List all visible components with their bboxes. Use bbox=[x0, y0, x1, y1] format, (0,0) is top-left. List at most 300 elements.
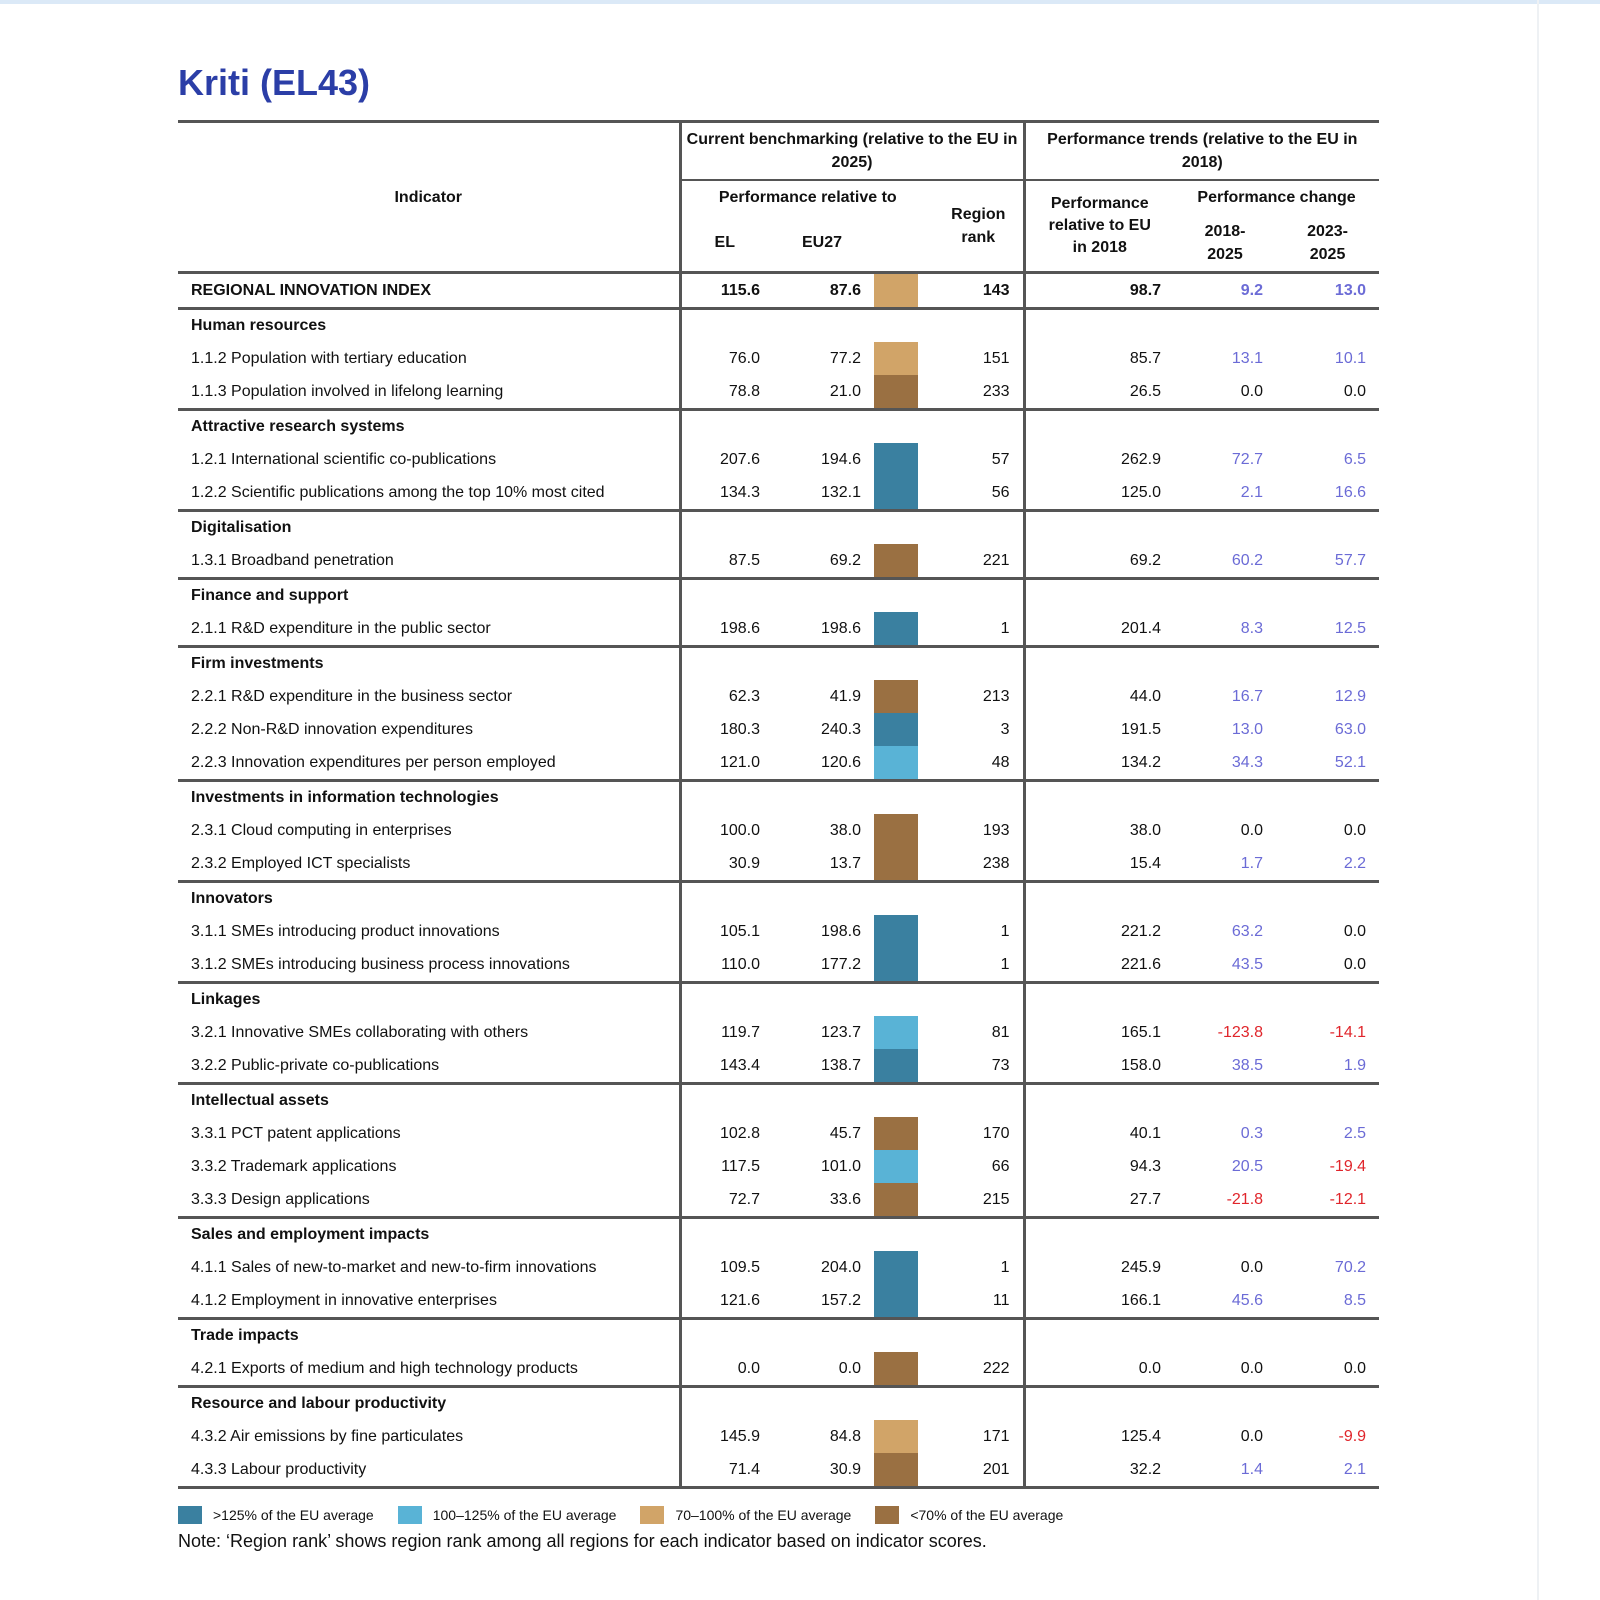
category-row bbox=[178, 983, 1379, 1017]
eu27-value: 120.6 bbox=[778, 746, 874, 781]
performance-band-swatch bbox=[874, 342, 934, 375]
band-color-box bbox=[874, 1183, 918, 1216]
performance-band-swatch bbox=[874, 476, 934, 511]
perf-2018-value: 245.9 bbox=[1024, 1251, 1174, 1284]
eu27-value: 69.2 bbox=[778, 544, 874, 579]
performance-band-swatch bbox=[874, 713, 934, 746]
change-2023-2025-value: 12.9 bbox=[1334, 687, 1367, 705]
change-2023-2025-value: 2.1 bbox=[1276, 1453, 1379, 1488]
performance-band-swatch bbox=[874, 612, 934, 647]
indicator-label: 3.3.1 PCT patent applications bbox=[191, 1124, 401, 1142]
category-row bbox=[178, 579, 1379, 613]
region-rank-value: 151 bbox=[982, 349, 1010, 367]
change-2018-2025-value: -123.8 bbox=[1217, 1023, 1264, 1041]
perf-2018-value: 69.2 bbox=[1024, 544, 1174, 579]
performance-band-swatch bbox=[874, 273, 934, 309]
indicator-label: 3.2.1 Innovative SMEs collaborating with others bbox=[191, 1023, 529, 1041]
table-row bbox=[178, 847, 1379, 882]
eu27-value: 77.2 bbox=[829, 349, 861, 367]
el-value: 71.4 bbox=[680, 1453, 778, 1488]
performance-band-swatch bbox=[874, 847, 934, 882]
eu27-header: EU27 bbox=[802, 234, 843, 251]
table-row bbox=[178, 1352, 1379, 1387]
band-color-box bbox=[874, 746, 918, 779]
change-2023-2025-value: 70.2 bbox=[1334, 1258, 1367, 1276]
band-color-box bbox=[874, 1284, 918, 1317]
category-row bbox=[178, 511, 1379, 545]
perf-2018-value: 26.5 bbox=[1024, 375, 1174, 410]
category-label: Human resources bbox=[191, 317, 327, 334]
region-rank-value: 170 bbox=[982, 1124, 1010, 1142]
page-content bbox=[178, 60, 1379, 1552]
el-value: 207.6 bbox=[680, 443, 778, 476]
perf-change-header: Performance change bbox=[1197, 189, 1356, 206]
category-label: Investments in information technologies bbox=[191, 789, 499, 806]
category-row bbox=[178, 1084, 1379, 1118]
category-filler bbox=[680, 309, 1024, 343]
eu27-value: 38.0 bbox=[829, 821, 861, 839]
performance-band-swatch bbox=[874, 443, 934, 476]
indicator-label: 2.2.1 R&D expenditure in the business sector bbox=[191, 687, 513, 705]
regional-innovation-index-row bbox=[178, 273, 1379, 309]
category-row bbox=[178, 410, 1379, 444]
category-filler bbox=[1024, 882, 1379, 916]
category-label: Finance and support bbox=[191, 587, 349, 604]
legend-item bbox=[640, 1506, 851, 1524]
category-filler bbox=[680, 1387, 1024, 1421]
perf-2018-value: 85.7 bbox=[1024, 342, 1174, 375]
indicator-label: 2.1.1 R&D expenditure in the public sector bbox=[178, 612, 680, 647]
indicator-label: 1.2.1 International scientific co-publications bbox=[191, 450, 497, 468]
perf-2018-value: 158.0 bbox=[1024, 1049, 1174, 1084]
performance-band-swatch bbox=[874, 1284, 934, 1319]
el-value: 198.6 bbox=[680, 612, 778, 647]
region-rank-value: 66 bbox=[991, 1157, 1010, 1175]
change-2018-2025-value: 72.7 bbox=[1231, 450, 1264, 468]
legend-label: >125% of the EU average bbox=[213, 1507, 374, 1523]
category-filler bbox=[680, 983, 1024, 1017]
region-rank-value: 215 bbox=[934, 1183, 1024, 1218]
category-label: Trade impacts bbox=[191, 1327, 299, 1344]
legend bbox=[178, 1505, 1379, 1525]
perf-2018-value: 221.2 bbox=[1024, 915, 1174, 948]
performance-band-swatch bbox=[874, 680, 934, 713]
legend-label: 70–100% of the EU average bbox=[675, 1507, 852, 1523]
el-value: 102.8 bbox=[680, 1117, 778, 1150]
eu27-value: 138.7 bbox=[778, 1049, 874, 1084]
change-2018-2025-value: 34.3 bbox=[1174, 746, 1276, 781]
category-label: Innovators bbox=[191, 890, 273, 907]
category-filler bbox=[680, 511, 1024, 545]
table-row bbox=[178, 1251, 1379, 1284]
perf-2018-value: 165.1 bbox=[1024, 1016, 1174, 1049]
change-2018-2025-value: 43.5 bbox=[1174, 948, 1276, 983]
region-rank-value: 221 bbox=[934, 544, 1024, 579]
perf-2018-value: 40.1 bbox=[1024, 1117, 1174, 1150]
category-filler bbox=[680, 781, 1024, 815]
swatch-header bbox=[874, 215, 934, 273]
el-value: 110.0 bbox=[680, 948, 778, 983]
performance-band-swatch bbox=[874, 1420, 934, 1453]
region-rank-value: 201 bbox=[934, 1453, 1024, 1488]
change-2018-2025-value: 9.2 bbox=[1174, 273, 1276, 309]
change-2023-2025-value: 0.0 bbox=[1276, 1352, 1379, 1387]
el-value: 100.0 bbox=[680, 814, 778, 847]
region-rank-header: Region rank bbox=[951, 206, 1006, 246]
table-row bbox=[178, 1183, 1379, 1218]
performance-band-swatch bbox=[874, 915, 934, 948]
table-row bbox=[178, 1453, 1379, 1488]
change-2018-2025-value: 0.3 bbox=[1240, 1124, 1264, 1142]
el-value: 62.3 bbox=[680, 680, 778, 713]
indicator-label: 4.2.1 Exports of medium and high technology products bbox=[178, 1352, 680, 1387]
table-row bbox=[178, 713, 1379, 746]
band-color-box bbox=[874, 544, 918, 577]
change-2018-2025-value: 60.2 bbox=[1174, 544, 1276, 579]
indicator-label: 2.2.2 Non-R&D innovation expenditures bbox=[191, 720, 473, 738]
note-text: Note: ‘Region rank’ shows region rank among all regions for each indicator based on indicator scores. bbox=[178, 1531, 987, 1551]
indicator-label: 4.3.2 Air emissions by fine particulates bbox=[191, 1427, 464, 1445]
change-2018-2025-value: 0.0 bbox=[1240, 821, 1264, 839]
category-filler bbox=[1024, 1387, 1379, 1421]
perf-2018-value: 0.0 bbox=[1024, 1352, 1174, 1387]
region-rank-value: 57 bbox=[991, 450, 1010, 468]
change-2023-2025-value: 57.7 bbox=[1276, 544, 1379, 579]
performance-band-swatch bbox=[874, 948, 934, 983]
band-color-box bbox=[874, 713, 918, 746]
category-filler bbox=[680, 410, 1024, 444]
category-row bbox=[178, 1218, 1379, 1252]
change-2018-2025-value: 16.7 bbox=[1231, 687, 1264, 705]
perf-2018-value: 32.2 bbox=[1024, 1453, 1174, 1488]
band-color-box bbox=[874, 342, 918, 375]
eu27-value: 204.0 bbox=[820, 1258, 861, 1276]
page-title: Kriti (EL43) bbox=[178, 62, 371, 103]
legend-swatch bbox=[398, 1506, 422, 1524]
change-2023-2025-value: 0.0 bbox=[1343, 922, 1367, 940]
perf-2018-value: 15.4 bbox=[1024, 847, 1174, 882]
indicator-label: 4.3.3 Labour productivity bbox=[178, 1453, 680, 1488]
table-row bbox=[178, 443, 1379, 476]
change-2018-2025-value: 13.0 bbox=[1231, 720, 1264, 738]
legend-item bbox=[178, 1506, 374, 1524]
table-row bbox=[178, 375, 1379, 410]
table-row bbox=[178, 1117, 1379, 1150]
category-filler bbox=[680, 1218, 1024, 1252]
category-label: Linkages bbox=[191, 991, 261, 1008]
legend-item bbox=[398, 1506, 617, 1524]
band-color-box bbox=[874, 1352, 918, 1385]
change-2018-2025-value: 0.0 bbox=[1174, 375, 1276, 410]
category-filler bbox=[680, 1319, 1024, 1353]
band-color-box bbox=[874, 1117, 918, 1150]
el-value: 117.5 bbox=[680, 1150, 778, 1183]
band-color-box bbox=[874, 847, 918, 880]
change-2018-2025-value: -21.8 bbox=[1174, 1183, 1276, 1218]
category-label: Attractive research systems bbox=[191, 418, 405, 435]
category-row bbox=[178, 1319, 1379, 1353]
table-row bbox=[178, 680, 1379, 713]
region-rank-value: 73 bbox=[934, 1049, 1024, 1084]
indicator-label: 2.2.3 Innovation expenditures per person employed bbox=[178, 746, 680, 781]
category-row bbox=[178, 882, 1379, 916]
eu27-value: 84.8 bbox=[829, 1427, 861, 1445]
performance-band-swatch bbox=[874, 1183, 934, 1218]
performance-band-swatch bbox=[874, 1453, 934, 1488]
change-2023-2025-value: 52.1 bbox=[1276, 746, 1379, 781]
indicator-label: 1.3.1 Broadband penetration bbox=[178, 544, 680, 579]
indicator-label: 1.2.2 Scientific publications among the top 10% most cited bbox=[178, 476, 680, 511]
eu27-value: 30.9 bbox=[778, 1453, 874, 1488]
el-value: 0.0 bbox=[680, 1352, 778, 1387]
change-2023-2025-value: 0.0 bbox=[1276, 948, 1379, 983]
el-value: 78.8 bbox=[680, 375, 778, 410]
el-value: 134.3 bbox=[680, 476, 778, 511]
eu27-value: 132.1 bbox=[778, 476, 874, 511]
change-2023-2025-value: 8.5 bbox=[1276, 1284, 1379, 1319]
region-rank-value: 233 bbox=[934, 375, 1024, 410]
indicator-label: 2.3.1 Cloud computing in enterprises bbox=[191, 821, 452, 839]
category-filler bbox=[680, 882, 1024, 916]
band-color-box bbox=[874, 814, 918, 847]
el-value: 30.9 bbox=[680, 847, 778, 882]
category-label: Sales and employment impacts bbox=[191, 1226, 430, 1243]
region-rank-value: 56 bbox=[934, 476, 1024, 511]
band-color-box bbox=[874, 1453, 918, 1486]
table-row bbox=[178, 342, 1379, 375]
table-row bbox=[178, 814, 1379, 847]
legend-label: 100–125% of the EU average bbox=[432, 1507, 617, 1523]
region-rank-value: 11 bbox=[934, 1284, 1024, 1319]
perf-2018-value: 98.7 bbox=[1024, 273, 1174, 309]
table-row bbox=[178, 1049, 1379, 1084]
el-value: 76.0 bbox=[680, 342, 778, 375]
el-value: 145.9 bbox=[680, 1420, 778, 1453]
change-2018-2025-value: 45.6 bbox=[1174, 1284, 1276, 1319]
el-value: 87.5 bbox=[680, 544, 778, 579]
category-label: Resource and labour productivity bbox=[191, 1395, 447, 1412]
current-benchmarking-header: Current benchmarking (relative to the EU in 2025) bbox=[680, 122, 1024, 181]
perf-2018-value: 166.1 bbox=[1024, 1284, 1174, 1319]
eu27-value: 87.6 bbox=[778, 273, 874, 309]
category-filler bbox=[1024, 511, 1379, 545]
region-rank-value: 1 bbox=[1000, 1258, 1010, 1276]
eu27-value: 41.9 bbox=[829, 687, 861, 705]
band-color-box bbox=[874, 274, 918, 307]
category-filler bbox=[1024, 1319, 1379, 1353]
eu27-value: 123.7 bbox=[820, 1023, 861, 1041]
eu27-value: 240.3 bbox=[820, 720, 861, 738]
region-rank-value: 1 bbox=[934, 612, 1024, 647]
band-color-box bbox=[874, 1420, 918, 1453]
band-color-box bbox=[874, 476, 918, 509]
perf-2018-value: 38.0 bbox=[1024, 814, 1174, 847]
category-label: Firm investments bbox=[191, 655, 324, 672]
indicator-label: 3.2.2 Public-private co-publications bbox=[178, 1049, 680, 1084]
indicator-label: 3.3.3 Design applications bbox=[178, 1183, 680, 1218]
change-2018-2025-header: 2018-2025 bbox=[1204, 223, 1246, 263]
change-2018-2025-value: 1.4 bbox=[1174, 1453, 1276, 1488]
eu27-value: 194.6 bbox=[820, 450, 861, 468]
region-rank-value: 193 bbox=[982, 821, 1010, 839]
top-border-line bbox=[0, 0, 1600, 4]
eu27-value: 101.0 bbox=[820, 1157, 861, 1175]
band-color-box bbox=[874, 612, 918, 645]
indicator-table-body bbox=[178, 273, 1379, 1488]
indicator-label: 1.1.2 Population with tertiary education bbox=[191, 349, 467, 367]
legend-label: <70% of the EU average bbox=[910, 1507, 1064, 1523]
performance-band-swatch bbox=[874, 746, 934, 781]
change-2023-2025-value: 13.0 bbox=[1276, 273, 1379, 309]
indicator-label: REGIONAL INNOVATION INDEX bbox=[178, 273, 680, 309]
category-filler bbox=[1024, 1218, 1379, 1252]
eu27-value: 13.7 bbox=[778, 847, 874, 882]
eu27-value: 198.6 bbox=[820, 922, 861, 940]
change-2018-2025-value: 0.0 bbox=[1240, 1427, 1264, 1445]
el-value: 143.4 bbox=[680, 1049, 778, 1084]
category-filler bbox=[1024, 309, 1379, 343]
change-2018-2025-value: 1.7 bbox=[1174, 847, 1276, 882]
perf-2018-value: 94.3 bbox=[1024, 1150, 1174, 1183]
performance-band-swatch bbox=[874, 1117, 934, 1150]
perf-2018-value: 134.2 bbox=[1024, 746, 1174, 781]
table-row bbox=[178, 1420, 1379, 1453]
performance-band-swatch bbox=[874, 544, 934, 579]
el-value: 105.1 bbox=[680, 915, 778, 948]
indicator-label: 1.1.3 Population involved in lifelong learning bbox=[178, 375, 680, 410]
legend-swatch bbox=[875, 1506, 899, 1524]
table-row bbox=[178, 612, 1379, 647]
table-row bbox=[178, 1016, 1379, 1049]
band-color-box bbox=[874, 375, 918, 408]
performance-band-swatch bbox=[874, 375, 934, 410]
perf-2018-value: 191.5 bbox=[1024, 713, 1174, 746]
change-2018-2025-value: 8.3 bbox=[1174, 612, 1276, 647]
band-color-box bbox=[874, 1150, 918, 1183]
perf-2018-value: 262.9 bbox=[1024, 443, 1174, 476]
category-filler bbox=[680, 647, 1024, 681]
legend-swatch bbox=[640, 1506, 664, 1524]
perf-2018-value: 44.0 bbox=[1024, 680, 1174, 713]
el-value: 121.0 bbox=[680, 746, 778, 781]
category-filler bbox=[1024, 983, 1379, 1017]
change-2018-2025-value: 20.5 bbox=[1231, 1157, 1264, 1175]
category-row bbox=[178, 309, 1379, 343]
band-color-box bbox=[874, 443, 918, 476]
change-2018-2025-value: 13.1 bbox=[1231, 349, 1264, 367]
performance-band-swatch bbox=[874, 1352, 934, 1387]
change-2023-2025-header: 2023-2025 bbox=[1307, 223, 1348, 263]
category-label: Intellectual assets bbox=[191, 1092, 329, 1109]
indicator-table bbox=[178, 120, 1379, 1489]
region-rank-value: 3 bbox=[1000, 720, 1010, 738]
legend-item bbox=[875, 1506, 1063, 1524]
category-filler bbox=[680, 579, 1024, 613]
change-2023-2025-value: -19.4 bbox=[1329, 1157, 1367, 1175]
el-value: 72.7 bbox=[680, 1183, 778, 1218]
region-rank-value: 171 bbox=[982, 1427, 1010, 1445]
band-color-box bbox=[874, 1016, 918, 1049]
category-filler bbox=[1024, 579, 1379, 613]
change-2023-2025-value: 16.6 bbox=[1276, 476, 1379, 511]
change-2018-2025-value: 0.0 bbox=[1174, 1352, 1276, 1387]
change-2023-2025-value: -14.1 bbox=[1329, 1023, 1367, 1041]
table-row bbox=[178, 948, 1379, 983]
region-rank-value: 1 bbox=[1000, 922, 1010, 940]
eu27-value: 33.6 bbox=[778, 1183, 874, 1218]
category-row bbox=[178, 647, 1379, 681]
change-2023-2025-value: 0.0 bbox=[1276, 375, 1379, 410]
change-2023-2025-value: 0.0 bbox=[1343, 821, 1367, 839]
change-2023-2025-value: -12.1 bbox=[1276, 1183, 1379, 1218]
indicator-label: 4.1.2 Employment in innovative enterprises bbox=[178, 1284, 680, 1319]
region-rank-value: 81 bbox=[991, 1023, 1010, 1041]
change-2023-2025-value: 10.1 bbox=[1334, 349, 1367, 367]
change-2023-2025-value: 12.5 bbox=[1276, 612, 1379, 647]
change-2018-2025-value: 63.2 bbox=[1231, 922, 1264, 940]
performance-band-swatch bbox=[874, 814, 934, 847]
table-row bbox=[178, 746, 1379, 781]
region-rank-value: 213 bbox=[982, 687, 1010, 705]
perf-2018-value: 221.6 bbox=[1024, 948, 1174, 983]
table-row bbox=[178, 1284, 1379, 1319]
el-header: EL bbox=[680, 215, 778, 273]
indicator-header: Indicator bbox=[178, 122, 680, 273]
change-2023-2025-value: 2.5 bbox=[1343, 1124, 1367, 1142]
indicator-label: 4.1.1 Sales of new-to-market and new-to-firm innovations bbox=[191, 1258, 597, 1276]
change-2023-2025-value: 2.2 bbox=[1276, 847, 1379, 882]
change-2018-2025-value: 0.0 bbox=[1240, 1258, 1264, 1276]
change-2018-2025-value: 2.1 bbox=[1174, 476, 1276, 511]
eu27-value: 177.2 bbox=[778, 948, 874, 983]
change-2023-2025-value: 1.9 bbox=[1276, 1049, 1379, 1084]
performance-trends-header: Performance trends (relative to the EU in 2018) bbox=[1024, 122, 1379, 181]
perf-relative-to-header: Performance relative to bbox=[680, 180, 934, 215]
perf-2018-value: 125.0 bbox=[1024, 476, 1174, 511]
change-2023-2025-value: -9.9 bbox=[1338, 1427, 1367, 1445]
region-rank-value: 1 bbox=[934, 948, 1024, 983]
performance-band-swatch bbox=[874, 1016, 934, 1049]
performance-band-swatch bbox=[874, 1049, 934, 1084]
change-2018-2025-value: 38.5 bbox=[1174, 1049, 1276, 1084]
perf-2018-value: 27.7 bbox=[1024, 1183, 1174, 1218]
eu27-value: 157.2 bbox=[778, 1284, 874, 1319]
category-filler bbox=[1024, 781, 1379, 815]
el-value: 180.3 bbox=[680, 713, 778, 746]
region-rank-value: 48 bbox=[934, 746, 1024, 781]
region-rank-value: 222 bbox=[934, 1352, 1024, 1387]
indicator-label: 3.3.2 Trademark applications bbox=[191, 1157, 397, 1175]
band-color-box bbox=[874, 680, 918, 713]
performance-band-swatch bbox=[874, 1150, 934, 1183]
legend-swatch bbox=[178, 1506, 202, 1524]
band-color-box bbox=[874, 915, 918, 948]
change-2023-2025-value: 63.0 bbox=[1334, 720, 1367, 738]
category-filler bbox=[1024, 647, 1379, 681]
el-value: 121.6 bbox=[680, 1284, 778, 1319]
table-row bbox=[178, 1150, 1379, 1183]
performance-band-swatch bbox=[874, 1251, 934, 1284]
el-value: 109.5 bbox=[680, 1251, 778, 1284]
band-color-box bbox=[874, 1049, 918, 1082]
indicator-label: 3.1.1 SMEs introducing product innovations bbox=[191, 922, 500, 940]
indicator-label: 3.1.2 SMEs introducing business process innovations bbox=[178, 948, 680, 983]
table-row bbox=[178, 915, 1379, 948]
category-row bbox=[178, 1387, 1379, 1421]
perf-2018-value: 125.4 bbox=[1024, 1420, 1174, 1453]
eu27-value: 198.6 bbox=[778, 612, 874, 647]
perf-2018-value: 201.4 bbox=[1024, 612, 1174, 647]
